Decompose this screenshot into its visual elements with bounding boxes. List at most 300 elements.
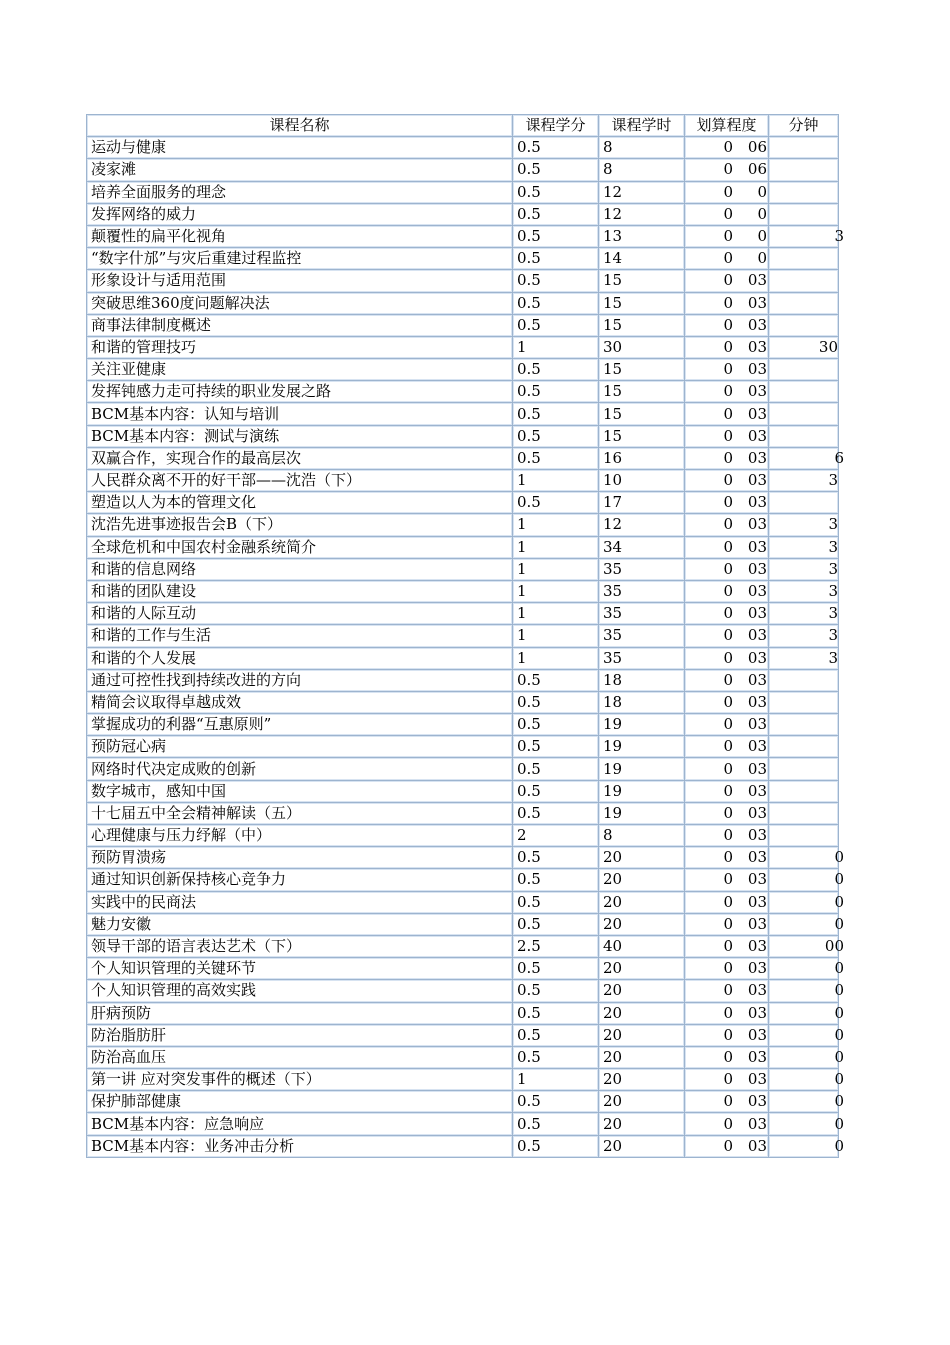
minutes-cell	[769, 181, 839, 203]
minutes-value: 3	[834, 227, 844, 246]
hours-cell: 18	[599, 669, 685, 691]
table-row	[87, 780, 839, 802]
hours-cell: 8	[599, 159, 685, 181]
credit-cell: 0.5	[513, 359, 599, 381]
progress-cell	[685, 913, 769, 935]
progress-value-b: 0	[757, 182, 767, 201]
progress-value-a: 0	[723, 1003, 733, 1022]
table-row	[87, 514, 839, 536]
progress-cell	[685, 492, 769, 514]
course-name-cell: 发挥钝感力走可持续的职业发展之路	[87, 381, 513, 403]
credit-cell: 1	[513, 625, 599, 647]
hours-cell: 35	[599, 580, 685, 602]
credit-cell: 0.5	[513, 403, 599, 425]
minutes-cell	[769, 137, 839, 159]
credit-cell: 0.5	[513, 1024, 599, 1046]
course-name-cell: 塑造以人为本的管理文化	[87, 492, 513, 514]
progress-value-a: 0	[723, 826, 733, 845]
progress-value-b: 03	[747, 404, 767, 423]
course-name-cell: 精简会议取得卓越成效	[87, 691, 513, 713]
progress-value-a: 0	[723, 959, 733, 978]
progress-cell	[685, 869, 769, 891]
table-row	[87, 847, 839, 869]
minutes-cell	[769, 714, 839, 736]
progress-value-a: 0	[723, 781, 733, 800]
progress-value-a: 0	[723, 914, 733, 933]
hours-cell: 12	[599, 514, 685, 536]
progress-value-b: 03	[747, 1092, 767, 1111]
progress-value-a: 0	[723, 737, 733, 756]
progress-cell	[685, 447, 769, 469]
minutes-cell	[769, 647, 839, 669]
progress-cell	[685, 558, 769, 580]
minutes-cell	[769, 935, 844, 957]
course-name-cell: 凌家滩	[87, 159, 513, 181]
course-name-cell: 个人知识管理的高效实践	[87, 980, 513, 1002]
progress-value-a: 0	[723, 426, 733, 445]
minutes-value: 6	[834, 448, 844, 467]
minutes-cell	[769, 248, 839, 270]
credit-cell: 0.5	[513, 691, 599, 713]
minutes-cell	[769, 1069, 844, 1091]
course-name-cell: 和谐的工作与生活	[87, 625, 513, 647]
progress-cell	[685, 1024, 769, 1046]
progress-cell	[685, 225, 769, 247]
table-row	[87, 758, 839, 780]
progress-value-b: 03	[747, 759, 767, 778]
hours-cell: 17	[599, 492, 685, 514]
hours-cell: 12	[599, 181, 685, 203]
table-row	[87, 691, 839, 713]
course-name-cell: 实践中的民商法	[87, 891, 513, 913]
progress-value-b: 03	[747, 692, 767, 711]
progress-value-b: 03	[747, 604, 767, 623]
table-row	[87, 558, 839, 580]
progress-cell	[685, 825, 769, 847]
course-name-cell: 运动与健康	[87, 137, 513, 159]
table-row	[87, 292, 839, 314]
progress-value-a: 0	[723, 337, 733, 356]
hours-cell: 20	[599, 958, 685, 980]
progress-cell	[685, 1002, 769, 1024]
minutes-cell	[769, 869, 844, 891]
credit-cell: 0.5	[513, 1113, 599, 1135]
table-row	[87, 669, 839, 691]
hours-cell: 15	[599, 314, 685, 336]
course-name-cell: 通过可控性找到持续改进的方向	[87, 669, 513, 691]
minutes-value: 0	[834, 959, 844, 978]
minutes-cell	[769, 514, 839, 536]
minutes-cell	[769, 1002, 844, 1024]
hours-cell: 20	[599, 1091, 685, 1113]
hours-cell: 30	[599, 336, 685, 358]
progress-value-a: 0	[723, 692, 733, 711]
credit-cell: 0.5	[513, 381, 599, 403]
progress-cell	[685, 1113, 769, 1135]
course-name-cell: 保护肺部健康	[87, 1091, 513, 1113]
minutes-cell	[769, 891, 844, 913]
progress-cell	[685, 1091, 769, 1113]
hours-cell: 15	[599, 425, 685, 447]
course-name-cell: 和谐的管理技巧	[87, 336, 513, 358]
progress-cell	[685, 1069, 769, 1091]
minutes-cell	[769, 425, 839, 447]
progress-cell	[685, 336, 769, 358]
hours-cell: 18	[599, 691, 685, 713]
progress-value-b: 03	[747, 271, 767, 290]
course-name-cell: 防治脂肪肝	[87, 1024, 513, 1046]
progress-cell	[685, 714, 769, 736]
progress-cell	[685, 159, 769, 181]
minutes-cell	[769, 980, 844, 1002]
progress-cell	[685, 891, 769, 913]
hours-cell: 14	[599, 248, 685, 270]
minutes-value: 0	[834, 870, 844, 889]
credit-cell: 0.5	[513, 669, 599, 691]
progress-value-b: 03	[747, 1025, 767, 1044]
progress-value-a: 0	[723, 937, 733, 956]
credit-cell: 0.5	[513, 714, 599, 736]
table-row	[87, 536, 839, 558]
credit-cell: 0.5	[513, 447, 599, 469]
progress-cell	[685, 691, 769, 713]
progress-value-b: 0	[757, 249, 767, 268]
hours-cell: 19	[599, 714, 685, 736]
course-name-cell: 沈浩先进事迹报告会B（下）	[87, 514, 513, 536]
hours-cell: 13	[599, 225, 685, 247]
minutes-cell	[769, 625, 839, 647]
header-hours: 课程学时	[599, 115, 685, 137]
progress-value-a: 0	[723, 715, 733, 734]
credit-cell: 1	[513, 558, 599, 580]
table-row	[87, 891, 839, 913]
progress-cell	[685, 780, 769, 802]
credit-cell: 1	[513, 536, 599, 558]
table-row	[87, 1091, 839, 1113]
minutes-value: 0	[834, 848, 844, 867]
hours-cell: 20	[599, 1024, 685, 1046]
progress-cell	[685, 181, 769, 203]
minutes-cell	[769, 336, 839, 358]
course-name-cell: 个人知识管理的关键环节	[87, 958, 513, 980]
progress-value-a: 0	[723, 870, 733, 889]
table-row	[87, 603, 839, 625]
progress-value-b: 03	[747, 537, 767, 556]
credit-cell: 1	[513, 470, 599, 492]
credit-cell: 0.5	[513, 203, 599, 225]
progress-cell	[685, 314, 769, 336]
course-name-cell: 魅力安徽	[87, 913, 513, 935]
hours-cell: 20	[599, 1135, 685, 1157]
progress-value-b: 03	[747, 426, 767, 445]
progress-value-a: 0	[723, 249, 733, 268]
progress-cell	[685, 425, 769, 447]
hours-cell: 19	[599, 758, 685, 780]
progress-value-b: 06	[747, 160, 767, 179]
minutes-cell	[769, 913, 844, 935]
credit-cell: 0.5	[513, 780, 599, 802]
table-row	[87, 1135, 839, 1157]
progress-value-a: 0	[723, 293, 733, 312]
course-name-cell: 发挥网络的威力	[87, 203, 513, 225]
table-row	[87, 1046, 839, 1068]
credit-cell: 1	[513, 580, 599, 602]
minutes-value: 3	[828, 604, 838, 623]
progress-cell	[685, 248, 769, 270]
minutes-cell	[769, 1113, 844, 1135]
course-name-cell: 数字城市，感知中国	[87, 780, 513, 802]
minutes-cell	[769, 225, 844, 247]
minutes-cell	[769, 1135, 844, 1157]
progress-value-b: 03	[747, 360, 767, 379]
header-row	[87, 115, 839, 137]
minutes-cell	[769, 580, 839, 602]
hours-cell: 15	[599, 292, 685, 314]
hours-cell: 35	[599, 625, 685, 647]
progress-cell	[685, 847, 769, 869]
progress-value-b: 03	[747, 937, 767, 956]
progress-value-a: 0	[723, 1136, 733, 1155]
minutes-cell	[769, 381, 839, 403]
progress-cell	[685, 203, 769, 225]
progress-cell	[685, 980, 769, 1002]
progress-value-b: 03	[747, 315, 767, 334]
progress-value-b: 03	[747, 1003, 767, 1022]
progress-value-a: 0	[723, 759, 733, 778]
progress-cell	[685, 758, 769, 780]
header-minutes: 分钟	[769, 115, 839, 137]
hours-cell: 20	[599, 1113, 685, 1135]
progress-value-a: 0	[723, 803, 733, 822]
table-row	[87, 470, 839, 492]
table-row	[87, 137, 839, 159]
table-row	[87, 736, 839, 758]
progress-cell	[685, 470, 769, 492]
credit-cell: 0.5	[513, 181, 599, 203]
hours-cell: 19	[599, 802, 685, 824]
table-row	[87, 647, 839, 669]
progress-value-a: 0	[723, 626, 733, 645]
progress-value-b: 03	[747, 826, 767, 845]
course-name-cell: 第一讲 应对突发事件的概述（下）	[87, 1069, 513, 1091]
progress-cell	[685, 802, 769, 824]
progress-cell	[685, 359, 769, 381]
progress-value-b: 03	[747, 803, 767, 822]
credit-cell: 0.5	[513, 1002, 599, 1024]
minutes-value: 3	[828, 537, 838, 556]
table-row	[87, 425, 839, 447]
progress-value-a: 0	[723, 360, 733, 379]
progress-value-a: 0	[723, 182, 733, 201]
minutes-value: 0	[834, 1070, 844, 1089]
progress-value-a: 0	[723, 271, 733, 290]
progress-value-b: 03	[747, 737, 767, 756]
minutes-value: 3	[828, 515, 838, 534]
course-name-cell: 培养全面服务的理念	[87, 181, 513, 203]
table-row	[87, 270, 839, 292]
table-row	[87, 580, 839, 602]
course-name-cell: BCM基本内容：认知与培训	[87, 403, 513, 425]
minutes-value: 0	[834, 1114, 844, 1133]
course-name-cell: 商事法律制度概述	[87, 314, 513, 336]
minutes-value: 3	[828, 626, 838, 645]
progress-cell	[685, 935, 769, 957]
minutes-cell	[769, 825, 839, 847]
progress-cell	[685, 536, 769, 558]
table-row	[87, 1002, 839, 1024]
progress-value-b: 03	[747, 293, 767, 312]
table-row	[87, 492, 839, 514]
progress-cell	[685, 292, 769, 314]
minutes-cell	[769, 669, 839, 691]
hours-cell: 8	[599, 825, 685, 847]
table-row	[87, 980, 839, 1002]
minutes-cell	[769, 1091, 844, 1113]
progress-value-a: 0	[723, 582, 733, 601]
minutes-value: 00	[824, 937, 844, 956]
progress-value-b: 03	[747, 1136, 767, 1155]
minutes-cell	[769, 492, 839, 514]
progress-value-b: 03	[747, 337, 767, 356]
progress-cell	[685, 1135, 769, 1157]
hours-cell: 20	[599, 1002, 685, 1024]
hours-cell: 35	[599, 603, 685, 625]
minutes-value: 0	[834, 1092, 844, 1111]
credit-cell: 0.5	[513, 225, 599, 247]
course-name-cell: BCM基本内容：业务冲击分析	[87, 1135, 513, 1157]
progress-value-b: 03	[747, 648, 767, 667]
credit-cell: 0.5	[513, 270, 599, 292]
hours-cell: 35	[599, 647, 685, 669]
credit-cell: 1	[513, 1069, 599, 1091]
course-name-cell: 十七届五中全会精神解读（五）	[87, 802, 513, 824]
course-name-cell: 预防冠心病	[87, 736, 513, 758]
minutes-cell	[769, 403, 839, 425]
course-name-cell: 防治高血压	[87, 1046, 513, 1068]
hours-cell: 34	[599, 536, 685, 558]
course-name-cell: 通过知识创新保持核心竞争力	[87, 869, 513, 891]
table-row	[87, 625, 839, 647]
credit-cell: 0.5	[513, 847, 599, 869]
hours-cell: 16	[599, 447, 685, 469]
minutes-value: 3	[828, 648, 838, 667]
course-name-cell: 和谐的团队建设	[87, 580, 513, 602]
table-row	[87, 225, 839, 247]
table-row	[87, 1024, 839, 1046]
course-name-cell: 人民群众离不开的好干部——沈浩（下）	[87, 470, 513, 492]
table-row	[87, 203, 839, 225]
progress-cell	[685, 958, 769, 980]
hours-cell: 20	[599, 980, 685, 1002]
progress-value-a: 0	[723, 382, 733, 401]
credit-cell: 0.5	[513, 1091, 599, 1113]
course-name-cell: 和谐的人际互动	[87, 603, 513, 625]
progress-cell	[685, 647, 769, 669]
course-name-cell: BCM基本内容：应急响应	[87, 1113, 513, 1135]
hours-cell: 20	[599, 847, 685, 869]
progress-value-a: 0	[723, 204, 733, 223]
minutes-cell	[769, 603, 839, 625]
hours-cell: 20	[599, 891, 685, 913]
progress-value-b: 03	[747, 1070, 767, 1089]
table-row	[87, 336, 839, 358]
minutes-cell	[769, 736, 839, 758]
minutes-cell	[769, 359, 839, 381]
table-row	[87, 714, 839, 736]
progress-value-b: 03	[747, 448, 767, 467]
minutes-cell	[769, 758, 839, 780]
header-progress: 划算程度	[685, 115, 769, 137]
progress-value-b: 03	[747, 1047, 767, 1066]
course-name-cell: 颠覆性的扁平化视角	[87, 225, 513, 247]
hours-cell: 20	[599, 869, 685, 891]
minutes-cell	[769, 314, 839, 336]
hours-cell: 15	[599, 381, 685, 403]
credit-cell: 0.5	[513, 492, 599, 514]
progress-value-a: 0	[723, 448, 733, 467]
minutes-cell	[769, 558, 839, 580]
progress-value-a: 0	[723, 138, 733, 157]
minutes-cell	[769, 1046, 844, 1068]
progress-value-b: 03	[747, 670, 767, 689]
course-name-cell: 预防胃溃疡	[87, 847, 513, 869]
minutes-cell	[769, 1024, 844, 1046]
credit-cell: 0.5	[513, 913, 599, 935]
minutes-cell	[769, 203, 839, 225]
progress-value-a: 0	[723, 981, 733, 1000]
minutes-value: 0	[834, 1047, 844, 1066]
hours-cell: 20	[599, 913, 685, 935]
minutes-value: 3	[828, 582, 838, 601]
credit-cell: 0.5	[513, 869, 599, 891]
credit-cell: 0.5	[513, 758, 599, 780]
progress-value-b: 03	[747, 715, 767, 734]
hours-cell: 8	[599, 137, 685, 159]
progress-cell	[685, 736, 769, 758]
course-name-cell: “数字什邡”与灾后重建过程监控	[87, 248, 513, 270]
progress-cell	[685, 669, 769, 691]
table-row	[87, 403, 839, 425]
minutes-cell	[769, 447, 844, 469]
course-name-cell: 突破思维360度问题解决法	[87, 292, 513, 314]
progress-cell	[685, 137, 769, 159]
table-row	[87, 181, 839, 203]
credit-cell: 0.5	[513, 802, 599, 824]
progress-value-b: 03	[747, 870, 767, 889]
hours-cell: 19	[599, 736, 685, 758]
course-name-cell: 关注亚健康	[87, 359, 513, 381]
progress-cell	[685, 514, 769, 536]
credit-cell: 0.5	[513, 137, 599, 159]
progress-value-a: 0	[723, 559, 733, 578]
minutes-value: 0	[834, 1025, 844, 1044]
minutes-cell	[769, 536, 839, 558]
table-row	[87, 802, 839, 824]
progress-cell	[685, 625, 769, 647]
progress-value-b: 03	[747, 471, 767, 490]
course-name-cell: 网络时代决定成败的创新	[87, 758, 513, 780]
progress-value-a: 0	[723, 1047, 733, 1066]
credit-cell: 1	[513, 514, 599, 536]
hours-cell: 12	[599, 203, 685, 225]
table-row	[87, 381, 839, 403]
table-row	[87, 935, 839, 957]
credit-cell: 0.5	[513, 736, 599, 758]
progress-value-a: 0	[723, 493, 733, 512]
minutes-cell	[769, 470, 839, 492]
minutes-cell	[769, 780, 839, 802]
minutes-value: 3	[828, 559, 838, 578]
